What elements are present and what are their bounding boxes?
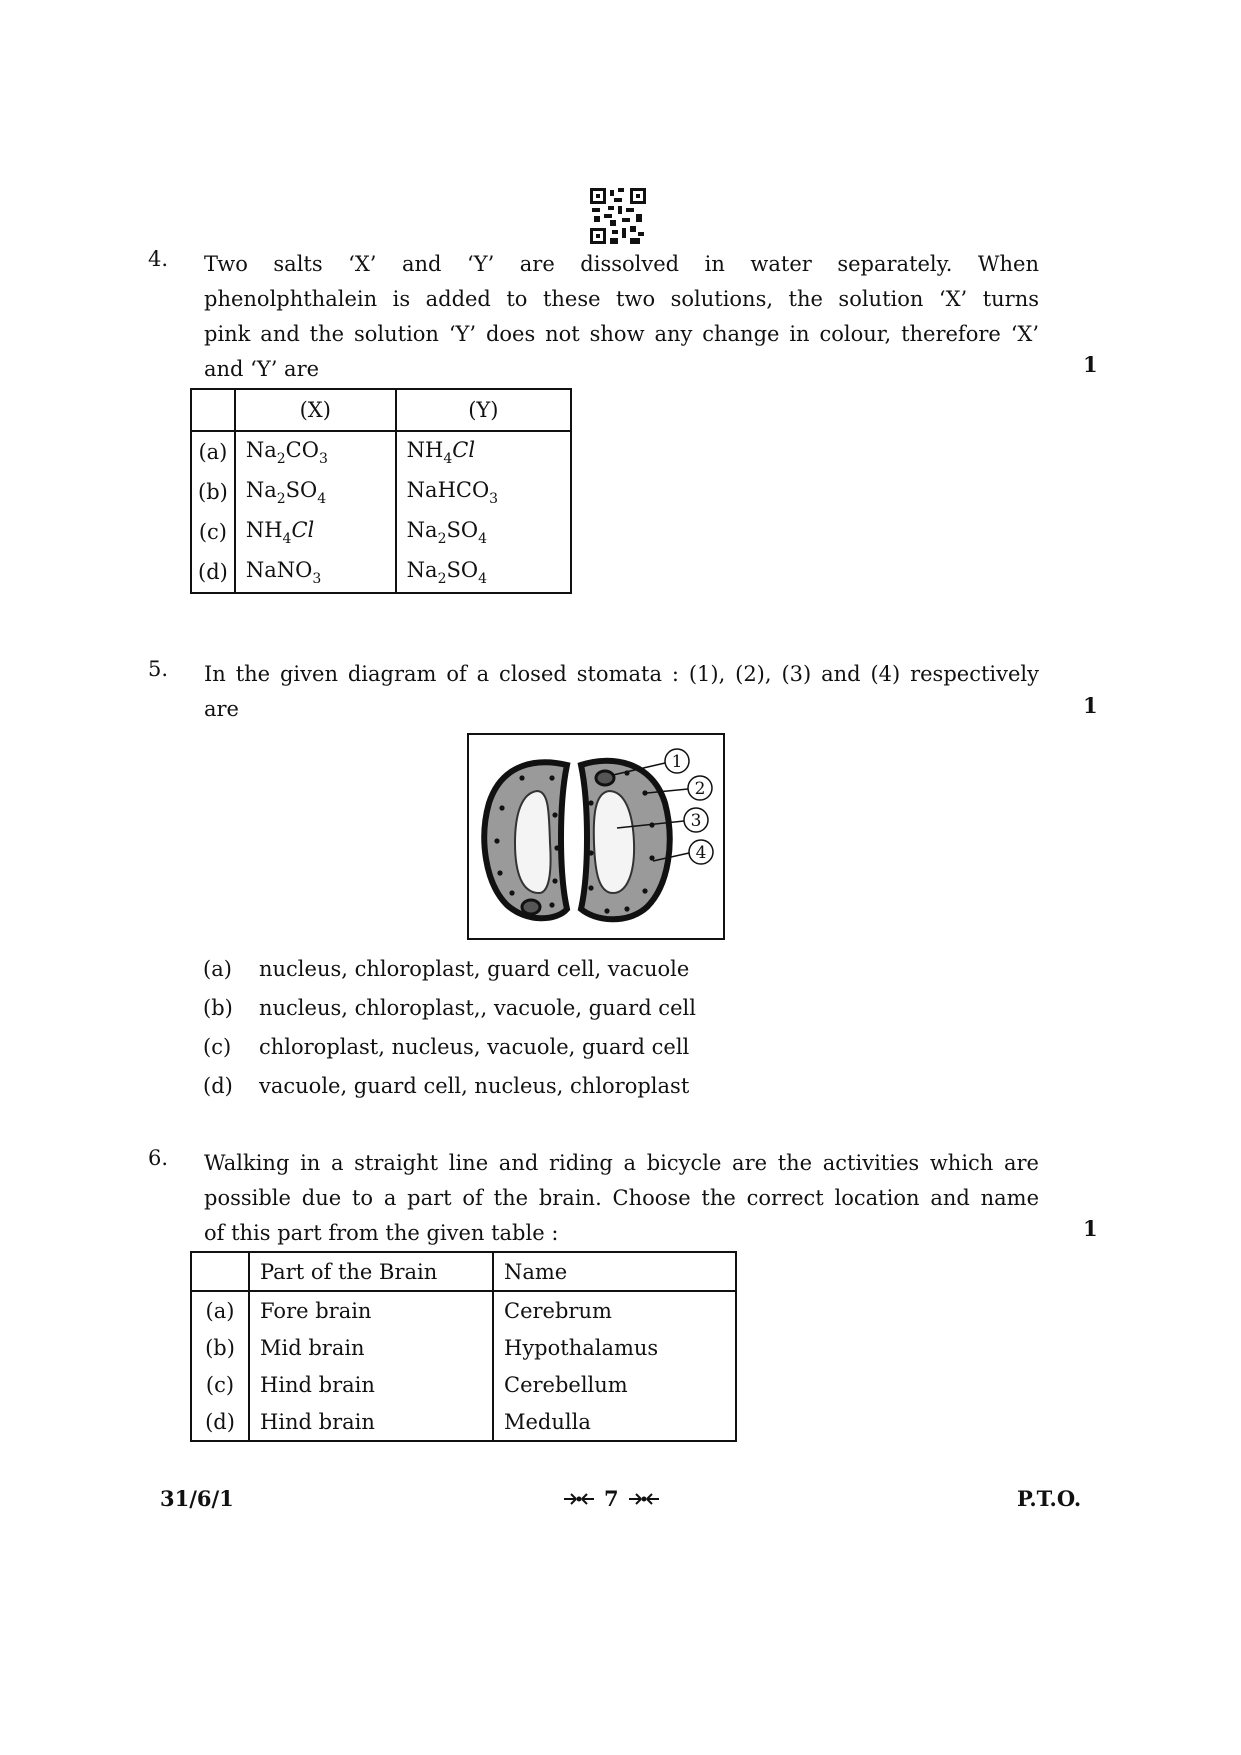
table-row [191,472,571,512]
q6-option-label: (d) [191,1403,249,1441]
q4-option-label: (c) [191,512,235,552]
q6-line-1: Walking in a straight line and riding a bicycle are the activities which are [204,1151,1039,1175]
q5-options [203,950,696,1106]
q4-y-value: $Na_2SO_4$ [396,552,571,593]
q6-line-3: of this part from the given table : [204,1221,559,1245]
nucleus [522,900,540,914]
q6-line-2: possible due to a part of the brain. Choose the correct location and name [204,1186,1039,1210]
q4-header-y: (Y) [396,389,571,431]
q6-part-value: Mid brain [249,1329,493,1366]
q6-part-value: Hind brain [249,1366,493,1403]
q6-header-blank [191,1252,249,1291]
left-vacuole [515,791,551,893]
page-number-text: 7 [604,1486,619,1511]
qr-code-icon [590,188,646,244]
q6-name-value: Cerebrum [493,1291,736,1329]
q4-number: 4. [148,247,169,271]
q6-option-label: (a) [191,1291,249,1329]
q4-header-x: (X) [235,389,396,431]
q6-part-value: Fore brain [249,1291,493,1329]
q4-line-3: pink and the solution ‘Y’ does not show any change in colour, therefore ‘X’ [204,322,1039,346]
q5-line-1: In the given diagram of a closed stomata : (1), (2), (3) and (4) respectively [204,662,1039,686]
q6-marks: 1 [1083,1216,1098,1241]
right-vacuole [594,791,634,893]
q5-text [204,657,1039,727]
list-item: (b) nucleus, chloroplast,, vacuole, guard cell [203,996,696,1020]
q4-text [204,247,1039,387]
diagram-label-2: 2 [694,779,706,799]
table-row [191,512,571,552]
q4-x-value: $NH_4Cl$ [235,512,396,552]
table-row [191,1329,736,1366]
q4-options-table [190,388,572,594]
right-ornament-icon [627,1492,661,1506]
q6-name-value: Medulla [493,1403,736,1441]
q4-x-value: $Na_2CO_3$ [235,431,396,472]
q6-name-value: Cerebellum [493,1366,736,1403]
q4-x-value: NaNO$_3$ [235,552,396,593]
q4-header-blank [191,389,235,431]
q4-y-value: NaHCO$_3$ [396,472,571,512]
q6-number: 6. [148,1146,169,1170]
q6-part-value: Hind brain [249,1403,493,1441]
nucleus [596,771,614,785]
pto-label: P.T.O. [1017,1486,1082,1511]
table-row [191,1291,736,1329]
table-row [191,1366,736,1403]
q5-line-2: are [204,697,239,721]
q6-header-name: Name [493,1252,736,1291]
q4-y-value: $NH_4Cl$ [396,431,571,472]
q6-options-table [190,1251,737,1442]
left-ornament-icon [562,1492,596,1506]
q4-y-value: $Na_2SO_4$ [396,512,571,552]
q4-option-label: (a) [191,431,235,472]
q6-option-label: (c) [191,1366,249,1403]
diagram-label-1: 1 [671,752,683,772]
q4-marks: 1 [1083,352,1098,377]
stomata-diagram [467,733,725,940]
q6-option-label: (b) [191,1329,249,1366]
paper-code: 31/6/1 [160,1486,234,1511]
table-row [191,552,571,593]
q4-line-1: Two salts ‘X’ and ‘Y’ are dissolved in water separately. When [204,252,1039,276]
list-item: (c) chloroplast, nucleus, vacuole, guard cell [203,1035,690,1059]
page-number [562,1486,661,1511]
diagram-label-4: 4 [695,843,707,863]
q6-name-value: Hypothalamus [493,1329,736,1366]
table-row [191,1403,736,1441]
q5-number: 5. [148,657,169,681]
q4-option-label: (b) [191,472,235,512]
list-item: (a) nucleus, chloroplast, guard cell, vacuole [203,957,690,981]
q4-line-2: phenolphthalein is added to these two solutions, the solution ‘X’ turns [204,287,1039,311]
list-item: (d) vacuole, guard cell, nucleus, chloroplast [203,1074,690,1098]
q4-line-4: and ‘Y’ are [204,357,320,381]
q4-x-value: $Na_2SO_4$ [235,472,396,512]
diagram-label-3: 3 [690,811,702,831]
table-row [191,431,571,472]
q4-option-label: (d) [191,552,235,593]
q6-header-part: Part of the Brain [249,1252,493,1291]
q5-marks: 1 [1083,693,1098,718]
q6-text [204,1146,1039,1251]
